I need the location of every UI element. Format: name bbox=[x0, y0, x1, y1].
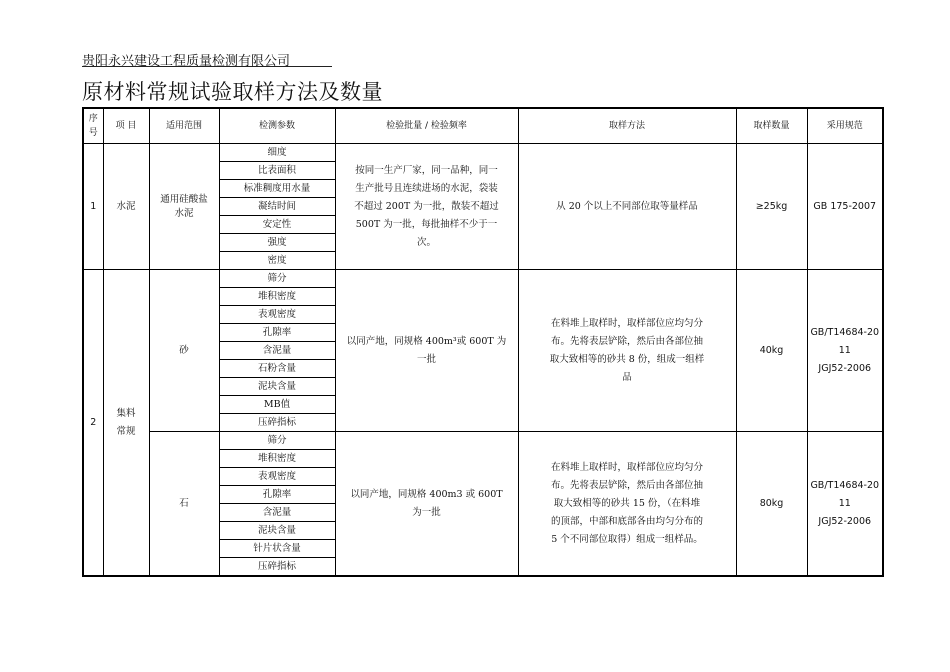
table-row bbox=[83, 432, 883, 450]
header-item: 项 目 bbox=[103, 108, 149, 144]
header-scope: 适用范围 bbox=[149, 108, 219, 144]
header-seq: 序 号 bbox=[83, 108, 103, 144]
cement-param: 比表面积 bbox=[219, 162, 335, 180]
stone-param: 压碎指标 bbox=[219, 558, 335, 577]
sand-param: 堆积密度 bbox=[219, 288, 335, 306]
company-underline bbox=[82, 66, 332, 67]
stone-param: 堆积密度 bbox=[219, 450, 335, 468]
stone-method: 在料堆上取样时，取样部位应均匀分 布。先将表层铲除，然后由各部位抽 取大致相等的砂共 15 份，（在料堆 的顶部，中部和底部各由均匀分布的 5 个不同部位取得）组成一组样品。 bbox=[518, 432, 736, 577]
sand-method: 在料堆上取样时，取样部位应均匀分 布。先将表层铲除，然后由各部位抽 取大致相等的砂共 8 份，组成一组样 品 bbox=[518, 270, 736, 432]
cement-method: 从 20 个以上不同部位取等量样品 bbox=[518, 144, 736, 270]
sand-param: 压碎指标 bbox=[219, 414, 335, 432]
sand-param: 含泥量 bbox=[219, 342, 335, 360]
sand-param: 表观密度 bbox=[219, 306, 335, 324]
cement-param: 密度 bbox=[219, 252, 335, 270]
aggregate-item: 集料 常规 bbox=[103, 270, 149, 577]
aggregate-seq: 2 bbox=[83, 270, 103, 577]
sand-param: 孔隙率 bbox=[219, 324, 335, 342]
sand-param: 筛分 bbox=[219, 270, 335, 288]
table-row bbox=[83, 144, 883, 162]
stone-batch: 以同产地，同规格 400m3 或 600T 为一批 bbox=[335, 432, 518, 577]
cement-param: 强度 bbox=[219, 234, 335, 252]
sand-param: 石粉含量 bbox=[219, 360, 335, 378]
company-name: 贵阳永兴建设工程质量检测有限公司 bbox=[82, 54, 291, 69]
header-batch: 检验批量 / 检验频率 bbox=[335, 108, 518, 144]
sand-quantity: 40kg bbox=[736, 270, 807, 432]
sand-param: 泥块含量 bbox=[219, 378, 335, 396]
sand-standard: GB/T14684-20 11 JGJ52-2006 bbox=[807, 270, 883, 432]
header-method: 取样方法 bbox=[518, 108, 736, 144]
cement-seq: 1 bbox=[83, 144, 103, 270]
header-params: 检测参数 bbox=[219, 108, 335, 144]
cement-param: 安定性 bbox=[219, 216, 335, 234]
stone-scope: 石 bbox=[149, 432, 219, 577]
stone-param: 针片状含量 bbox=[219, 540, 335, 558]
cement-standard: GB 175-2007 bbox=[807, 144, 883, 270]
table-row bbox=[83, 270, 883, 288]
sand-param: MB值 bbox=[219, 396, 335, 414]
stone-param: 泥块含量 bbox=[219, 522, 335, 540]
sand-scope: 砂 bbox=[149, 270, 219, 432]
stone-standard: GB/T14684-20 11 JGJ52-2006 bbox=[807, 432, 883, 577]
header-row bbox=[83, 108, 883, 144]
stone-param: 表观密度 bbox=[219, 468, 335, 486]
stone-param: 孔隙率 bbox=[219, 486, 335, 504]
cement-param: 细度 bbox=[219, 144, 335, 162]
cement-quantity: ≥25kg bbox=[736, 144, 807, 270]
cement-param: 凝结时间 bbox=[219, 198, 335, 216]
cement-batch: 按同一生产厂家，同一品种，同一 生产批号且连续进场的水泥，袋装 不超过 200T 为一批，散装不超过 500T 为一批，每批抽样不少于一 次。 bbox=[335, 144, 518, 270]
sand-batch: 以同产地，同规格 400m³或 600T 为 一批 bbox=[335, 270, 518, 432]
stone-param: 筛分 bbox=[219, 432, 335, 450]
document-title: 原材料常规试验取样方法及数量 bbox=[82, 80, 383, 104]
cement-param: 标准稠度用水量 bbox=[219, 180, 335, 198]
cement-item: 水泥 bbox=[103, 144, 149, 270]
stone-quantity: 80kg bbox=[736, 432, 807, 577]
header-standard: 采用规范 bbox=[807, 108, 883, 144]
sampling-table bbox=[82, 107, 884, 577]
header-quantity: 取样数量 bbox=[736, 108, 807, 144]
cement-scope: 通用硅酸盐 水泥 bbox=[149, 144, 219, 270]
stone-param: 含泥量 bbox=[219, 504, 335, 522]
